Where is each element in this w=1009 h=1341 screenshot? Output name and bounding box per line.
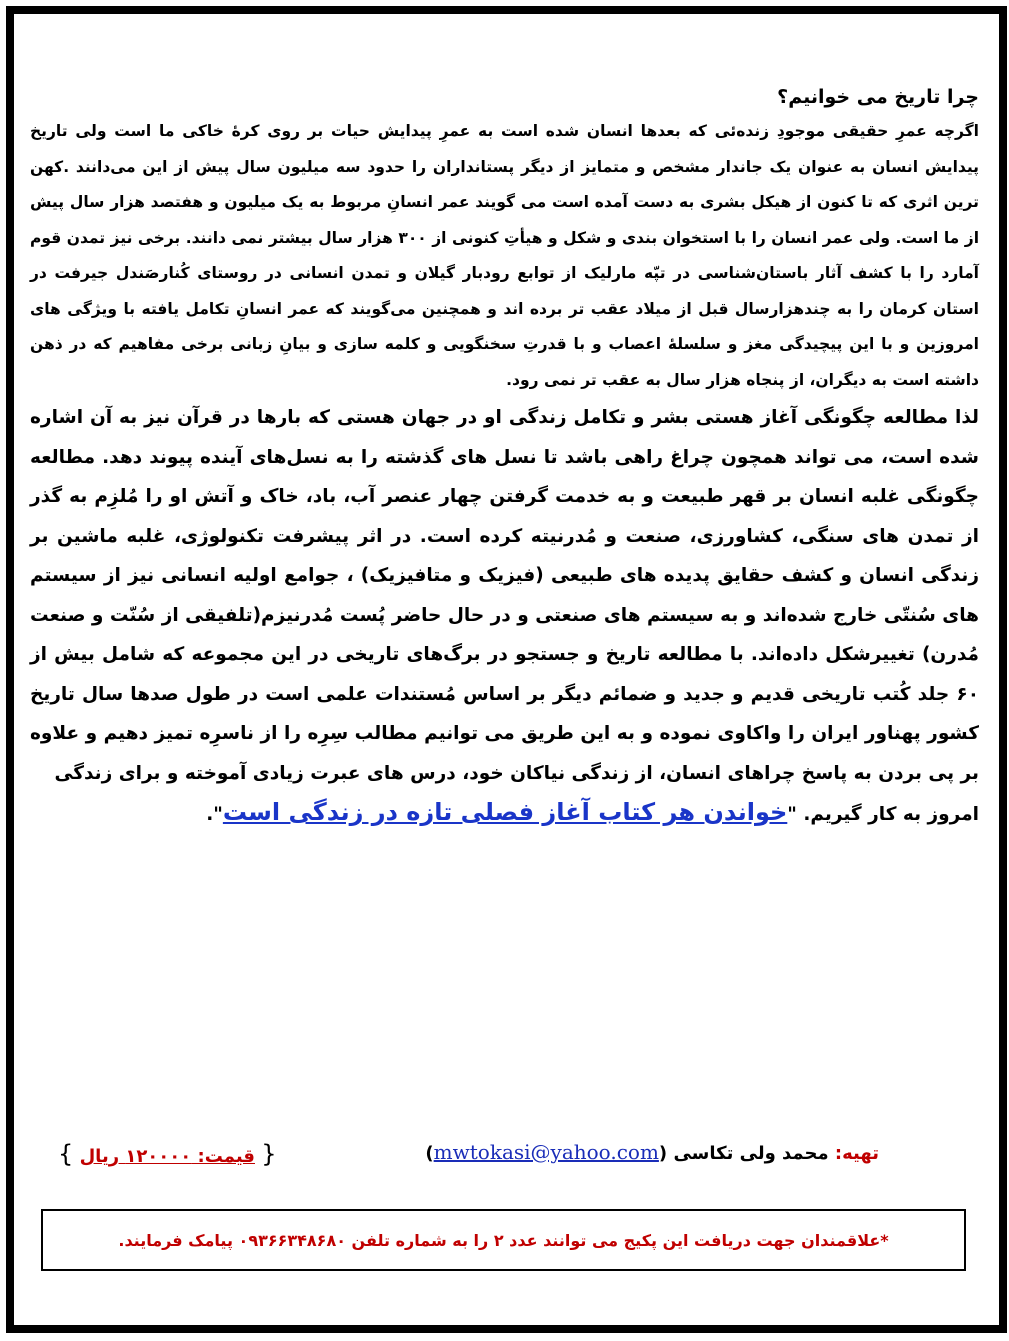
email-paren-open: ( [658, 1143, 668, 1164]
brace-close: } [58, 1140, 74, 1168]
highlight-quote: خواندن هر کتاب آغاز فصلی تازه در زندگی است [222, 798, 788, 826]
article-body [30, 82, 979, 835]
intro-paragraph: اگرچه عمرِ حقیقی موجودِ زنده‌ئی که بعدها انسان شده است به عمرِ پیدایش حیات بر روی کرهٔ خاکی ما است ولی تاریخ پیدایش انسان به عنوان یک جاندار مشخص و متمایز از دیگر پستانداران را حدود سه میلیون سال پیش از این می‌دانند .کهن ترین اثری که تا کنون از هیکل بشری به دست آمده است می گویند عمر انسانِ مربوط به یک میلیون و هفتصد هزار سال پیش از ما است. ولی عمر انسان را با استخوان بندی و شکل و هیأتِ کنونی از ۳۰۰ هزار سال بیشتر نمی دانند. برخی نیز تمدن قوم آمارد را با کشف آثار باستان‌شناسی در تپّه مارلیک از توابع رودبار گیلان و تمدن انسانی در روستای کُنارصَندل جیرفت در استان کرمان را به چندهزارسال قبل از میلاد عقب تر برده اند و همچنین می‌گویند که عمر انسانِ تکامل یافته با ویژگی های امروزین و با این پیچیدگی مغز و سلسلهٔ اعصاب و با قدرتِ سخنگویی و کلمه سازی و بیانِ زبانی برخی مفاهیم که در ذهن داشته است به دیگران، از پنجاه هزار سال به عقب تر نمی رود. [30, 122, 980, 389]
author-email-link[interactable]: mwtokasi@yahoo.com [433, 1140, 659, 1164]
credit-label: تهیه: [834, 1143, 879, 1164]
sms-notice-text: *علاقمندان جهت دریافت این پکیج می توانند عدد ۲ را به شماره تلفن ۰۹۳۶۶۳۴۸۶۸۰ پیامک فرمایند. [118, 1230, 889, 1250]
email-paren-close: ) [425, 1143, 434, 1164]
closing-prefix: امروز به کار گیریم. [803, 804, 979, 825]
main-paragraph: لذا مطالعه چگونگی آغاز هستی بشر و تکامل زندگی او در جهان هستی که بارها در قرآن نیز به آن اشاره شده است، می تواند همچون چراغ راهی باشد تا نسل های گذشته را به نسل‌های آینده پیوند دهد. مطالعه چگونگی غلبه انسان بر قهر طبیعت و به خدمت گرفتن چهار عنصر آب، باد، خاک و آتش او را مُلزِم به گذر از تمدن های سنگی، کشاورزی، صنعت و مُدرنیته کرده است. در اثر پیشرفت تکنولوژی، غلبه ماشین بر زندگی انسان و کشف حقایق پدیده های طبیعی (فیزیک و متافیزیک) ، جوامع اولیه انسانی نیز از سیستم های سُنتّی خارج شده‌اند و به سیستم های صنعتی و در حال حاضر پُست مُدرنیزم(تلفیقی از سُنّت و صنعت مُدرن) تغییرشکل داده‌اند. با مطالعه تاریخ و جستجو در برگ‌های تاریخی در این مجموعه که شامل بیش از ۶۰ جلد کُتب تاریخی قدیم و جدید و ضمائم دیگر بر اساس مُستندات علمی است در طول صدها سال تاریخ کشور پهناور ایران را واکاوی نموده و به این طریق می توانیم مطالب سِرِه را از ناسرِه تمیز دهیم و علاوه بر پی بردن به پاسخ چراهای انسان، از زندگی نیاکان خود، درس های عبرت زیادی آموخته و برای زندگی [30, 407, 979, 784]
article-title: چرا تاریخ می خوانیم؟ [777, 86, 979, 108]
sms-notice-box [41, 1209, 966, 1271]
price-text: قیمت: ۱۲۰۰۰۰ ریال [79, 1146, 255, 1167]
author-name: محمد ولی تکاسی [673, 1143, 829, 1164]
author-credit [425, 1140, 879, 1164]
price-tag [58, 1140, 277, 1168]
brace-open: { [261, 1140, 277, 1168]
closing-line [30, 793, 979, 835]
quote-open: " [787, 804, 804, 825]
quote-close: ". [206, 804, 223, 825]
